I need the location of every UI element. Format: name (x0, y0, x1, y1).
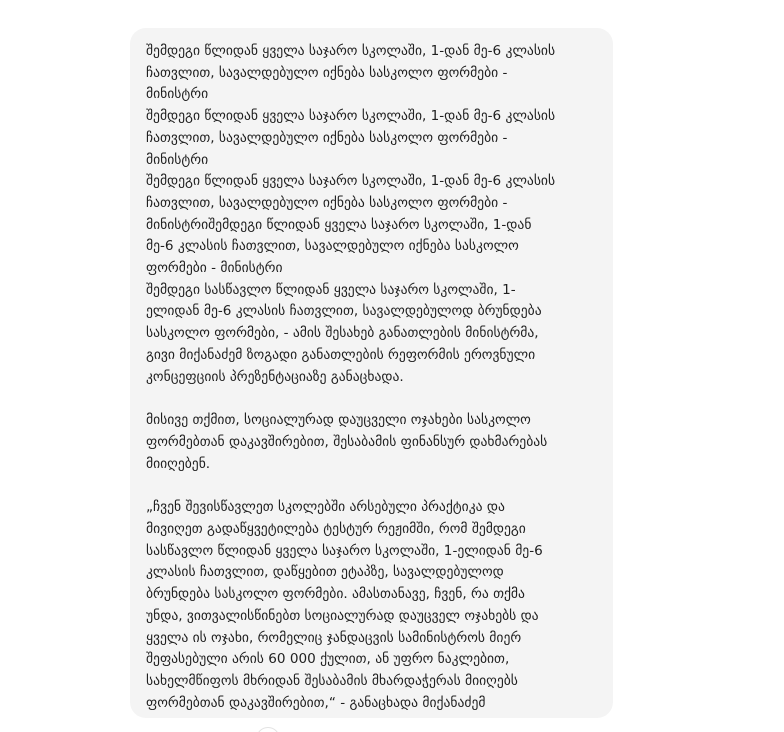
paragraph-spacer (146, 388, 597, 410)
user-message-bubble (130, 28, 613, 718)
message-paragraph: „ჩვენ შევისწავლეთ სკოლებში არსებული პრაქტიკა და მივიღეთ გადაწყვეტილება ტესტურ რეჟიმში, რომ შემდეგი სასწავლო წლიდან ყველა საჯარო სკოლაში, 1-ელიდან მე-6 კლასის ჩათვლით, დაწყებით ეტაპზე, სავალდებულოდ ბრუნდება სასკოლო ფორმები. ამასთანავე, ჩვენ, რა თქმა უნდა, ვითვალისწინებთ სოციალურად დაუცველ ოჯახებს და ყველა ის ოჯახი, რომელიც ჯანდაცვის სამინისტროს მიერ შეფასებული არის 60 000 ქულით, ან უფრო ნაკლებით, სახელმწიფოს მხრიდან შესაბამის მხარდაჭერას მიიღებს ფორმებთან დაკავშირებით,“ - განაცხადა მიქანაძემ (146, 499, 543, 711)
message-paragraph: შემდეგი წლიდან ყველა საჯარო სკოლაში, 1-დან მე-6 კლასის ჩათვლით, სავალდებულო იქნება სასკოლო ფორმები - მინისტრი შემდეგი წლიდან ყველა საჯარო სკოლაში, 1-დან მე-6 კლასის ჩათვლით, სავალდებულო იქნება სასკოლო ფორმები - მინისტრი შემდეგი წლიდან ყველა საჯარო სკოლაში, 1-დან მე-6 კლასის ჩათვლით, სავალდებულო იქნება სასკოლო ფორმები - მინისტრიშემდეგი წლიდან ყველა საჯარო სკოლაში, 1-დან მე-6 კლასის ჩათვლით, სავალდებულო იქნება სასკოლო ფორმები - მინისტრი შემდეგი სასწავლო წლიდან ყველა საჯარო სკოლაში, 1- ელიდან მე-6 კლასის ჩათვლით, სავალდებულოდ ბრუნდება სასკოლო ფორმები, - ამის შესახებ განათლების მინისტრმა, გივი მიქანაძემ ზოგადი განათლების რეფორმის ეროვნული კონცეფციის პრეზენტაციაზე განაცხადა. (146, 43, 556, 385)
scroll-down-button[interactable] (256, 727, 280, 732)
paragraph-spacer (146, 475, 597, 497)
message-paragraph: მისივე თქმით, სოციალურად დაუცველი ოჯახები სასკოლო ფორმებთან დაკავშირებით, შესაბამის ფინანსურ დახმარებას მიიღებენ. (146, 412, 548, 472)
